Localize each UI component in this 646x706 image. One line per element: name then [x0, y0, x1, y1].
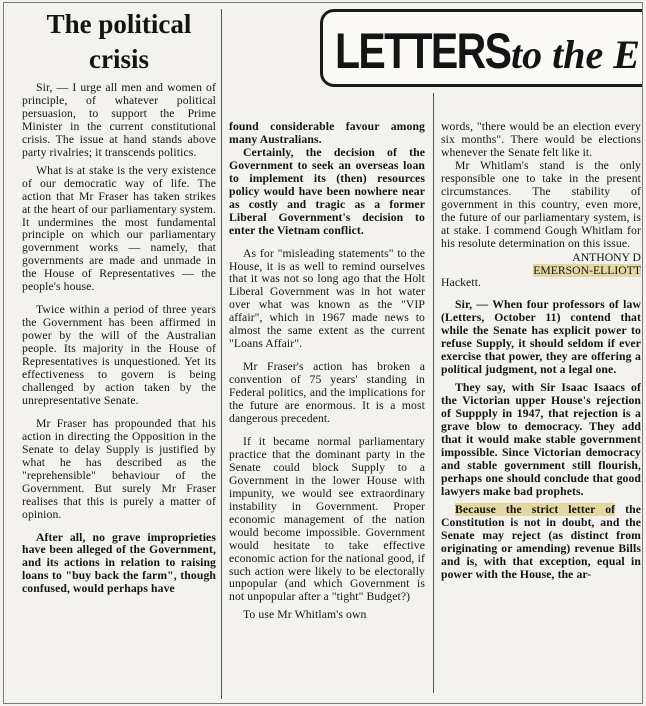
letter-paragraph: Because the strict letter of the Constitution is not in doubt, and the Senate may reject (as distinct from originating or amending) revenue Bills and is, with that exception, equal in power with the House, the ar-	[441, 502, 641, 581]
highlighted-text: Because the strict letter of	[455, 502, 616, 516]
signature-name: ANTHONY D	[572, 250, 641, 264]
letter-paragraph: After all, no grave improprieties have been alleged of the Government, and its actions in relation to raising loans to "buy back the farm", though confused, would perhaps have	[22, 530, 216, 596]
column-1	[22, 3, 216, 596]
letter-paragraph: Mr Fraser has propounded that his action in directing the Opposition in the Senate to delay Supply is justified by what he has described as the "reprehensible" behaviour of the Government. But surely Mr Fraser realises that this is purely a matter of opinion.	[22, 416, 216, 521]
letter-paragraph: Sir, — I urge all men and women of principle, of whatever political persuasion, to support the Prime Minister in the current constitutional crisis. The issue at hand stands above party rivalries; it transcends politics.	[22, 81, 216, 159]
banner-to-the-word: to the E	[511, 32, 640, 77]
letter-paragraph: Mr Whitlam's stand is the only responsible one to take in the present circumstances. The stability of government in this country, even more, the future of our parliamentary system, is at stake. I commend Gough Whitlam for his resolute determination on this issue.	[441, 158, 641, 250]
letter-paragraph: Mr Fraser's action has broken a convention of 75 years' standing in Federal politics, and the implications for the future are enormous. It is a most dangerous precedent.	[229, 360, 425, 426]
letter-paragraph: They say, with Sir Isaac Isaacs of the Victorian upper House's rejection of Suppply in 1947, that rejection is a grave blow to democracy. They add that it would make stable government impossible. Since Victorian democracy and stable government still flourish, perhaps one should conclude that good lawyers make bad prophets.	[441, 381, 641, 498]
letter-paragraph: words, "there would be an election every six months". There would be elections whenever the Senate felt like it.	[441, 120, 641, 159]
signature-place: Hackett.	[441, 275, 482, 289]
letter-paragraph: Sir, — When four professors of law (Letters, October 11) contend that while the Senate has explicit power to refuse Supply, it should seldom if ever exercise that power, they are offering a political judgment, not a legal one.	[441, 298, 641, 377]
column-divider	[221, 9, 222, 699]
headline-line-2: crisis	[89, 44, 149, 74]
letter-paragraph: As for "misleading statements" to the House, it is as well to remind ourselves that it was not so long ago that the Holt Liberal Government was in hot water over what was known as the "VIP affair", which in 1967 made news to almost the same extent as the current "Loans Affair".	[229, 246, 425, 351]
headline-line-1: The political	[46, 9, 192, 39]
newspaper-clipping	[3, 2, 643, 704]
column-divider	[433, 93, 434, 693]
letter-paragraph: Certainly, the decision of the Government to seek an overseas loan to implement its (then) resources policy would have been nowhere near as costly and tragic as a former Liberal Government's decision to enter the Vietnam conflict.	[229, 145, 425, 237]
banner-letters-word: LETTERS	[335, 23, 511, 79]
column-2	[229, 121, 425, 622]
article-headline	[22, 3, 216, 77]
letters-banner	[320, 9, 643, 87]
letter-paragraph: found considerable favour among many Australians.	[229, 120, 425, 146]
column-3	[441, 121, 641, 582]
letter-paragraph: Twice within a period of three years the Government has been affirmed in power by the will of the Australian people. Its majority in the House of Representatives is unquestioned. Yet its effectiveness to govern is being challenged by action taken by the unrepresentative Senate.	[22, 303, 216, 407]
signature-surname: EMERSON-ELLIOTT	[533, 263, 641, 277]
letter-paragraph: If it became normal parliamentary practice that the dominant party in the Senate could block Supply to a Government in the lower House with impunity, we would see extraordinary instability in Government. Proper economic management of the nation would become impossible. Government would hesitate to take effective economic action for the national good, if such action were likely to be electorally unpopular (and which Government is not unpopular after a "tight" Budget?)	[229, 434, 425, 604]
letter-paragraph: What is at stake is the very existence of our democratic way of life. The action that Mr Fraser has taken strikes at the heart of our parliamentary system. It undermines the most fundamental principle on which our parliamentary government works — namely, that governments are made and unmade in the House of Representatives — the people's house.	[22, 163, 216, 294]
letter-paragraph: To use Mr Whitlam's own	[243, 608, 367, 622]
